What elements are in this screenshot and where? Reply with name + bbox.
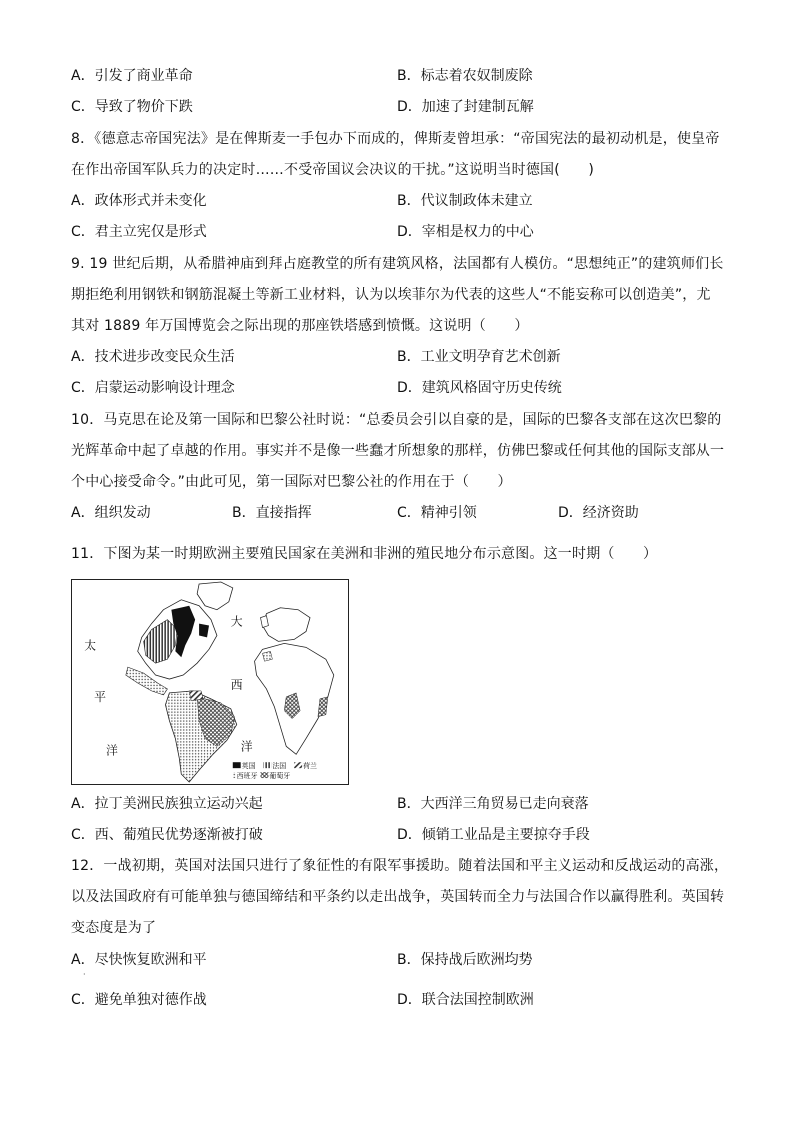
q11-option-d: D．倾销工业品是主要掠夺手段 xyxy=(397,827,590,843)
legend-france-swatch xyxy=(263,762,271,768)
q8-option-b: B．代议制政体未建立 xyxy=(397,193,533,209)
q7-option-d: D．加速了封建制瓦解 xyxy=(397,99,534,115)
stray-dot-mark: · xyxy=(83,970,86,979)
q8-stem-line1: 8．《德意志帝国宪法》是在俾斯麦一手包办下而成的，俾斯麦曾坦承：“帝国宪法的最初动机是，使皇帝 xyxy=(71,131,720,147)
greenland-landmass xyxy=(197,582,233,610)
legend-spain-swatch xyxy=(233,772,236,778)
legend-spain-label: 西班牙 xyxy=(236,772,258,781)
q12-option-b: B．保持战后欧洲均势 xyxy=(397,952,533,968)
pacific-label-1: 太 xyxy=(84,638,97,653)
q7-option-c: C．导致了物价下跌 xyxy=(71,99,193,115)
q10-stem-line3: 个中心接受命令。”由此可见，第一国际对巴黎公社的作用在于（ ） xyxy=(71,474,512,490)
legend-britain-label: 英国 xyxy=(241,762,256,771)
q12-option-d: D．联合法国控制欧洲 xyxy=(397,992,534,1008)
q8-stem-line2: 在作出帝国军队兵力的决定时……不受帝国议会决议的干扰。”这说明当时德国( ) xyxy=(71,162,594,178)
pacific-label-2: 平 xyxy=(94,689,107,704)
q8-option-d: D．宰相是权力的中心 xyxy=(397,224,534,240)
atlantic-label-2: 西 xyxy=(230,677,243,692)
q8-option-a: A．政体形式并未变化 xyxy=(71,193,207,209)
legend-portugal-swatch xyxy=(261,772,269,778)
q9-stem-line2: 期拒绝利用钢铁和钢筋混凝土等新工业材料，认为以埃菲尔为代表的这些人“不能妄称可以创造美”，尤 xyxy=(71,287,711,303)
dutch-colony-area xyxy=(189,691,203,701)
q9-option-b: B．工业文明孕育艺术创新 xyxy=(397,349,561,365)
europe-landmass xyxy=(262,608,310,642)
legend-netherlands-swatch xyxy=(294,762,302,768)
q8-option-c: C．君主立宪仅是形式 xyxy=(71,224,207,240)
colonial-distribution-map xyxy=(71,579,349,785)
q9-stem-line1: 9. 19 世纪后期，从希腊神庙到拜占庭教堂的所有建筑风格，法国都有人模仿。“思想纯正”的建筑师们长 xyxy=(71,256,724,272)
q12-option-c: C．避免单独对德作战 xyxy=(71,992,207,1008)
q9-option-a: A．技术进步改变民众生活 xyxy=(71,349,235,365)
q11-option-a: A．拉丁美洲民族独立运动兴起 xyxy=(71,796,263,812)
q9-option-d: D．建筑风格固守历史传统 xyxy=(397,380,562,396)
q12-stem-line2: 以及法国政府有可能单独与德国缔结和平条约以走出战争，英国转而全力与法国合作以赢得胜利。英国转 xyxy=(71,889,725,905)
q10-option-a: A．组织发动 xyxy=(71,505,151,521)
legend-portugal-label: 葡萄牙 xyxy=(269,772,291,781)
legend-france-label: 法国 xyxy=(272,762,287,771)
legend-netherlands-label: 荷兰 xyxy=(303,762,317,771)
q11-option-b: B．大西洋三角贸易已走向衰落 xyxy=(397,796,589,812)
q7-option-a: A．引发了商业革命 xyxy=(71,68,193,84)
q9-option-c: C．启蒙运动影响设计理念 xyxy=(71,380,235,396)
pacific-label-3: 洋 xyxy=(106,743,118,758)
atlantic-label-1: 大 xyxy=(230,614,243,629)
q12-stem-line1: 12．一战初期，英国对法国只进行了象征性的有限军事援助。随着法国和平主义运动和反战运动的高涨， xyxy=(71,858,729,874)
atlantic-label-3: 洋 xyxy=(240,739,253,754)
q7-option-b: B．标志着农奴制废除 xyxy=(397,68,533,84)
spanish-africa-north xyxy=(262,651,272,661)
q12-stem-line3: 变态度是为了 xyxy=(71,920,157,936)
q10-stem-line2: 光辉革命中起了卓越的作用。事实并不是像一些蠢才所想象的那样，仿佛巴黎或任何其他的国际支部从一 xyxy=(71,443,725,459)
q11-stem-line1: 11．下图为某一时期欧洲主要殖民国家在美洲和非洲的殖民地分布示意图。这一时期（ ） xyxy=(71,546,658,562)
q10-option-b: B．直接指挥 xyxy=(232,505,312,521)
legend-britain-swatch xyxy=(233,762,241,768)
q10-stem-line1: 10．马克思在论及第一国际和巴黎公社时说：“总委员会引以自豪的是，国际的巴黎各支部在这次巴黎的 xyxy=(71,412,722,428)
q10-option-d: D．经济资助 xyxy=(558,505,639,521)
q9-stem-line3: 其对 1889 年万国博览会之际出现的那座铁塔感到愤慨。这说明（ ） xyxy=(71,318,529,334)
q10-option-c: C．精神引领 xyxy=(397,505,477,521)
q12-option-a: A．尽快恢复欧洲和平 xyxy=(71,952,207,968)
q11-option-c: C．西、葡殖民优势逐渐被打破 xyxy=(71,827,263,843)
